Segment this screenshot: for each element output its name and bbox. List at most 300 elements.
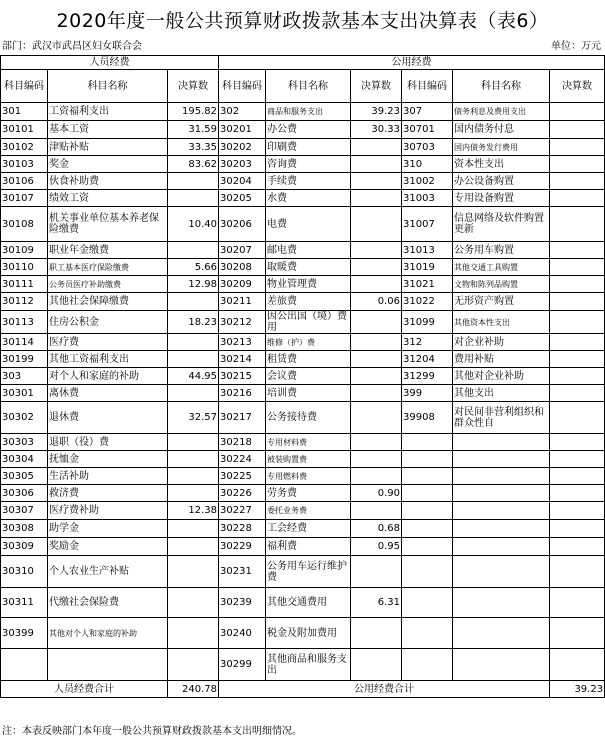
amount-cell bbox=[168, 293, 219, 311]
code-cell: 39908 bbox=[402, 402, 453, 434]
table-row bbox=[1, 276, 605, 293]
amount-cell bbox=[351, 139, 402, 156]
name-cell: 绩效工资 bbox=[48, 190, 168, 207]
code-cell: 30211 bbox=[219, 293, 266, 311]
name-cell bbox=[453, 649, 550, 681]
code-cell: 30227 bbox=[219, 502, 266, 520]
amount-cell bbox=[550, 351, 605, 368]
column-header-row bbox=[1, 70, 605, 103]
name-cell bbox=[453, 502, 550, 520]
code-cell: 31299 bbox=[402, 368, 453, 385]
table-row bbox=[1, 190, 605, 207]
amount-cell bbox=[550, 103, 605, 121]
name-cell: 对民间非营利组织和群众性自 bbox=[453, 402, 550, 434]
amount-cell bbox=[351, 242, 402, 259]
name-cell: 因公出国（境）费用 bbox=[266, 311, 351, 334]
name-cell: 退职（役）费 bbox=[48, 434, 168, 451]
code-cell: 30306 bbox=[1, 485, 48, 502]
code-cell: 30110 bbox=[1, 259, 48, 276]
code-cell: 30206 bbox=[219, 207, 266, 242]
amount-cell bbox=[351, 190, 402, 207]
amount-cell bbox=[168, 520, 219, 538]
table-row bbox=[1, 368, 605, 385]
amount-cell bbox=[550, 156, 605, 173]
amount-cell bbox=[550, 242, 605, 259]
code-cell: 30311 bbox=[1, 588, 48, 618]
department-label: 部门：武汉市武昌区妇女联合会 bbox=[2, 41, 142, 52]
table-row bbox=[1, 468, 605, 485]
amount-cell bbox=[351, 618, 402, 649]
amount-cell bbox=[168, 618, 219, 649]
amount-cell: 5.66 bbox=[168, 259, 219, 276]
name-cell: 救济费 bbox=[48, 485, 168, 502]
amount-cell bbox=[550, 556, 605, 588]
code-cell: 30199 bbox=[1, 351, 48, 368]
col-header-name-1: 科目名称 bbox=[48, 70, 168, 103]
code-cell bbox=[402, 485, 453, 502]
code-cell: 30218 bbox=[219, 434, 266, 451]
public-total-label: 公用经费合计 bbox=[219, 681, 550, 698]
name-cell: 取暖费 bbox=[266, 259, 351, 276]
name-cell: 机关事业单位基本养老保险缴费 bbox=[48, 207, 168, 242]
code-cell: 31007 bbox=[402, 207, 453, 242]
code-cell bbox=[402, 468, 453, 485]
name-cell: 代缴社会保险费 bbox=[48, 588, 168, 618]
code-cell: 399 bbox=[402, 385, 453, 402]
col-header-amount-3: 决算数 bbox=[550, 70, 605, 103]
amount-cell bbox=[168, 242, 219, 259]
name-cell: 基本工资 bbox=[48, 121, 168, 139]
code-cell: 30208 bbox=[219, 259, 266, 276]
amount-cell bbox=[550, 207, 605, 242]
name-cell: 公务接待费 bbox=[266, 402, 351, 434]
name-cell: 劳务费 bbox=[266, 485, 351, 502]
amount-cell: 32.57 bbox=[168, 402, 219, 434]
code-cell: 30217 bbox=[219, 402, 266, 434]
name-cell bbox=[453, 556, 550, 588]
name-cell: 其他对个人和家庭的补助 bbox=[48, 618, 168, 649]
amount-cell bbox=[351, 434, 402, 451]
amount-cell bbox=[550, 259, 605, 276]
code-cell: 30112 bbox=[1, 293, 48, 311]
table-row bbox=[1, 485, 605, 502]
table-row bbox=[1, 139, 605, 156]
name-cell: 税金及附加费用 bbox=[266, 618, 351, 649]
amount-cell bbox=[351, 334, 402, 351]
name-cell: 专用燃料费 bbox=[266, 468, 351, 485]
name-cell: 委托业务费 bbox=[266, 502, 351, 520]
amount-cell bbox=[168, 451, 219, 468]
name-cell bbox=[453, 485, 550, 502]
name-cell bbox=[453, 618, 550, 649]
amount-cell bbox=[550, 538, 605, 556]
amount-cell bbox=[550, 434, 605, 451]
name-cell: 印刷费 bbox=[266, 139, 351, 156]
code-cell: 30114 bbox=[1, 334, 48, 351]
name-cell bbox=[453, 434, 550, 451]
name-cell: 专用材料费 bbox=[266, 434, 351, 451]
code-cell: 31019 bbox=[402, 259, 453, 276]
amount-cell: 30.33 bbox=[351, 121, 402, 139]
code-cell: 30229 bbox=[219, 538, 266, 556]
code-cell: 30216 bbox=[219, 385, 266, 402]
name-cell: 福利费 bbox=[266, 538, 351, 556]
name-cell: 其他交通费用 bbox=[266, 588, 351, 618]
name-cell: 抚恤金 bbox=[48, 451, 168, 468]
code-cell: 30224 bbox=[219, 451, 266, 468]
amount-cell: 0.06 bbox=[351, 293, 402, 311]
name-cell: 离休费 bbox=[48, 385, 168, 402]
amount-cell: 195.82 bbox=[168, 103, 219, 121]
table-row bbox=[1, 588, 605, 618]
name-cell: 职业年金缴费 bbox=[48, 242, 168, 259]
code-cell bbox=[402, 556, 453, 588]
public-total-value: 39.23 bbox=[550, 681, 605, 698]
code-cell: 30106 bbox=[1, 173, 48, 190]
code-cell: 303 bbox=[1, 368, 48, 385]
name-cell: 医疗费补助 bbox=[48, 502, 168, 520]
code-cell: 30240 bbox=[219, 618, 266, 649]
name-cell bbox=[453, 468, 550, 485]
personnel-total-value: 240.78 bbox=[168, 681, 219, 698]
name-cell: 其他社会保障缴费 bbox=[48, 293, 168, 311]
name-cell: 其他支出 bbox=[453, 385, 550, 402]
code-cell: 30209 bbox=[219, 276, 266, 293]
name-cell: 公务用车购置 bbox=[453, 242, 550, 259]
code-cell: 30204 bbox=[219, 173, 266, 190]
amount-cell: 12.38 bbox=[168, 502, 219, 520]
amount-cell bbox=[550, 385, 605, 402]
name-cell bbox=[453, 538, 550, 556]
table-row bbox=[1, 649, 605, 681]
code-cell bbox=[402, 434, 453, 451]
code-cell: 31204 bbox=[402, 351, 453, 368]
code-cell: 30703 bbox=[402, 139, 453, 156]
amount-cell bbox=[550, 468, 605, 485]
code-cell: 310 bbox=[402, 156, 453, 173]
name-cell: 对个人和家庭的补助 bbox=[48, 368, 168, 385]
table-row bbox=[1, 207, 605, 242]
code-cell: 30308 bbox=[1, 520, 48, 538]
table-row bbox=[1, 618, 605, 649]
code-cell: 30299 bbox=[219, 649, 266, 681]
table-row bbox=[1, 556, 605, 588]
amount-cell bbox=[168, 385, 219, 402]
name-cell: 邮电费 bbox=[266, 242, 351, 259]
amount-cell bbox=[550, 276, 605, 293]
name-cell: 水费 bbox=[266, 190, 351, 207]
code-cell bbox=[402, 451, 453, 468]
amount-cell bbox=[550, 368, 605, 385]
amount-cell bbox=[550, 173, 605, 190]
amount-cell bbox=[168, 190, 219, 207]
name-cell: 债务利息及费用支出 bbox=[453, 103, 550, 121]
code-cell: 30239 bbox=[219, 588, 266, 618]
code-cell: 31022 bbox=[402, 293, 453, 311]
table-row bbox=[1, 538, 605, 556]
amount-cell bbox=[351, 468, 402, 485]
code-cell: 30226 bbox=[219, 485, 266, 502]
amount-cell bbox=[351, 311, 402, 334]
code-cell: 30309 bbox=[1, 538, 48, 556]
table-row bbox=[1, 334, 605, 351]
amount-cell bbox=[550, 520, 605, 538]
code-cell: 30108 bbox=[1, 207, 48, 242]
amount-cell bbox=[351, 259, 402, 276]
totals-row bbox=[1, 681, 605, 698]
code-cell: 30310 bbox=[1, 556, 48, 588]
code-cell: 31003 bbox=[402, 190, 453, 207]
name-cell: 退休费 bbox=[48, 402, 168, 434]
code-cell: 30228 bbox=[219, 520, 266, 538]
amount-cell bbox=[168, 588, 219, 618]
table-row bbox=[1, 502, 605, 520]
amount-cell bbox=[550, 451, 605, 468]
code-cell bbox=[402, 649, 453, 681]
amount-cell: 83.62 bbox=[168, 156, 219, 173]
table-row bbox=[1, 156, 605, 173]
name-cell: 伙食补助费 bbox=[48, 173, 168, 190]
col-header-name-3: 科目名称 bbox=[453, 70, 550, 103]
amount-cell bbox=[168, 351, 219, 368]
col-header-amount-1: 决算数 bbox=[168, 70, 219, 103]
amount-cell bbox=[550, 618, 605, 649]
amount-cell: 0.90 bbox=[351, 485, 402, 502]
amount-cell: 44.95 bbox=[168, 368, 219, 385]
amount-cell bbox=[550, 121, 605, 139]
code-cell bbox=[402, 520, 453, 538]
amount-cell: 10.40 bbox=[168, 207, 219, 242]
code-cell: 30109 bbox=[1, 242, 48, 259]
amount-cell bbox=[550, 293, 605, 311]
code-cell: 31002 bbox=[402, 173, 453, 190]
amount-cell: 0.95 bbox=[351, 538, 402, 556]
name-cell: 其他资本性支出 bbox=[453, 311, 550, 334]
personnel-section-header: 人员经费 bbox=[1, 56, 219, 70]
name-cell: 其他对企业补助 bbox=[453, 368, 550, 385]
amount-cell bbox=[550, 402, 605, 434]
name-cell bbox=[453, 520, 550, 538]
table-row bbox=[1, 451, 605, 468]
col-header-code-3: 科目编码 bbox=[402, 70, 453, 103]
name-cell: 住房公积金 bbox=[48, 311, 168, 334]
col-header-code-2: 科目编码 bbox=[219, 70, 266, 103]
code-cell: 30111 bbox=[1, 276, 48, 293]
name-cell: 工会经费 bbox=[266, 520, 351, 538]
name-cell: 生活补助 bbox=[48, 468, 168, 485]
amount-cell: 31.59 bbox=[168, 121, 219, 139]
amount-cell: 0.68 bbox=[351, 520, 402, 538]
code-cell bbox=[1, 649, 48, 681]
footnote: 注：本表反映部门本年度一般公共预算财政拨款基本支出明细情况。 bbox=[2, 726, 302, 737]
amount-cell bbox=[168, 173, 219, 190]
code-cell: 30202 bbox=[219, 139, 266, 156]
name-cell: 奖励金 bbox=[48, 538, 168, 556]
code-cell: 30212 bbox=[219, 311, 266, 334]
code-cell: 30701 bbox=[402, 121, 453, 139]
expenditure-table bbox=[0, 55, 605, 698]
code-cell: 30307 bbox=[1, 502, 48, 520]
name-cell: 差旅费 bbox=[266, 293, 351, 311]
name-cell: 助学金 bbox=[48, 520, 168, 538]
name-cell: 个人农业生产补贴 bbox=[48, 556, 168, 588]
amount-cell bbox=[550, 139, 605, 156]
table-row bbox=[1, 351, 605, 368]
name-cell bbox=[453, 451, 550, 468]
amount-cell bbox=[351, 502, 402, 520]
code-cell bbox=[402, 502, 453, 520]
table-row bbox=[1, 311, 605, 334]
table-row bbox=[1, 385, 605, 402]
code-cell: 30231 bbox=[219, 556, 266, 588]
name-cell: 资本性支出 bbox=[453, 156, 550, 173]
code-cell: 30305 bbox=[1, 468, 48, 485]
amount-cell bbox=[351, 173, 402, 190]
amount-cell bbox=[168, 556, 219, 588]
amount-cell bbox=[550, 588, 605, 618]
col-header-code-1: 科目编码 bbox=[1, 70, 48, 103]
code-cell: 30101 bbox=[1, 121, 48, 139]
page-title: 2020年度一般公共预算财政拨款基本支出决算表（表6） bbox=[56, 10, 549, 32]
amount-cell bbox=[168, 485, 219, 502]
name-cell: 租赁费 bbox=[266, 351, 351, 368]
code-cell: 31021 bbox=[402, 276, 453, 293]
name-cell: 咨询费 bbox=[266, 156, 351, 173]
amount-cell bbox=[168, 538, 219, 556]
name-cell: 办公设备购置 bbox=[453, 173, 550, 190]
code-cell: 30113 bbox=[1, 311, 48, 334]
name-cell: 国内债务付息 bbox=[453, 121, 550, 139]
name-cell: 信息网络及软件购置更新 bbox=[453, 207, 550, 242]
table-row bbox=[1, 121, 605, 139]
code-cell: 30213 bbox=[219, 334, 266, 351]
amount-cell bbox=[550, 334, 605, 351]
section-header-row bbox=[1, 56, 605, 70]
name-cell: 费用补贴 bbox=[453, 351, 550, 368]
code-cell bbox=[402, 588, 453, 618]
name-cell: 职工基本医疗保险缴费 bbox=[48, 259, 168, 276]
name-cell: 被装购置费 bbox=[266, 451, 351, 468]
amount-cell bbox=[168, 334, 219, 351]
name-cell: 奖金 bbox=[48, 156, 168, 173]
amount-cell bbox=[351, 556, 402, 588]
table-row bbox=[1, 173, 605, 190]
amount-cell: 18.23 bbox=[168, 311, 219, 334]
name-cell: 对企业补助 bbox=[453, 334, 550, 351]
name-cell: 其他工资福利支出 bbox=[48, 351, 168, 368]
code-cell: 30205 bbox=[219, 190, 266, 207]
code-cell: 30214 bbox=[219, 351, 266, 368]
code-cell: 30303 bbox=[1, 434, 48, 451]
name-cell: 其他交通工具购置 bbox=[453, 259, 550, 276]
amount-cell bbox=[351, 351, 402, 368]
name-cell: 国内债务发行费用 bbox=[453, 139, 550, 156]
personnel-total-label: 人员经费合计 bbox=[1, 681, 168, 698]
code-cell: 307 bbox=[402, 103, 453, 121]
amount-cell bbox=[550, 485, 605, 502]
code-cell bbox=[402, 618, 453, 649]
code-cell: 302 bbox=[219, 103, 266, 121]
table-row bbox=[1, 293, 605, 311]
name-cell: 会议费 bbox=[266, 368, 351, 385]
name-cell: 办公费 bbox=[266, 121, 351, 139]
name-cell: 商品和服务支出 bbox=[266, 103, 351, 121]
amount-cell bbox=[351, 649, 402, 681]
code-cell: 30103 bbox=[1, 156, 48, 173]
name-cell: 文物和陈列品购置 bbox=[453, 276, 550, 293]
amount-cell: 12.98 bbox=[168, 276, 219, 293]
table-row bbox=[1, 103, 605, 121]
code-cell: 30207 bbox=[219, 242, 266, 259]
name-cell: 专用设备购置 bbox=[453, 190, 550, 207]
col-header-name-2: 科目名称 bbox=[266, 70, 351, 103]
code-cell: 30304 bbox=[1, 451, 48, 468]
amount-cell bbox=[550, 190, 605, 207]
name-cell: 公务用车运行维护费 bbox=[266, 556, 351, 588]
code-cell: 30215 bbox=[219, 368, 266, 385]
amount-cell bbox=[351, 156, 402, 173]
table-row bbox=[1, 520, 605, 538]
amount-cell: 6.31 bbox=[351, 588, 402, 618]
code-cell: 30301 bbox=[1, 385, 48, 402]
public-section-header: 公用经费 bbox=[219, 56, 605, 70]
amount-cell bbox=[168, 468, 219, 485]
code-cell: 312 bbox=[402, 334, 453, 351]
table-row bbox=[1, 402, 605, 434]
code-cell: 301 bbox=[1, 103, 48, 121]
code-cell: 30225 bbox=[219, 468, 266, 485]
name-cell: 培训费 bbox=[266, 385, 351, 402]
amount-cell bbox=[168, 649, 219, 681]
code-cell: 30399 bbox=[1, 618, 48, 649]
code-cell: 30203 bbox=[219, 156, 266, 173]
name-cell: 物业管理费 bbox=[266, 276, 351, 293]
name-cell bbox=[48, 649, 168, 681]
code-cell: 30107 bbox=[1, 190, 48, 207]
amount-cell bbox=[550, 311, 605, 334]
name-cell: 其他商品和服务支出 bbox=[266, 649, 351, 681]
name-cell bbox=[453, 588, 550, 618]
unit-label: 单位：万元 bbox=[551, 41, 601, 52]
name-cell: 医疗费 bbox=[48, 334, 168, 351]
table-row bbox=[1, 259, 605, 276]
amount-cell bbox=[351, 207, 402, 242]
col-header-amount-2: 决算数 bbox=[351, 70, 402, 103]
name-cell: 公务员医疗补助缴费 bbox=[48, 276, 168, 293]
amount-cell bbox=[351, 451, 402, 468]
table-row bbox=[1, 242, 605, 259]
code-cell: 30102 bbox=[1, 139, 48, 156]
amount-cell bbox=[351, 402, 402, 434]
name-cell: 手续费 bbox=[266, 173, 351, 190]
name-cell: 工资福利支出 bbox=[48, 103, 168, 121]
amount-cell bbox=[168, 434, 219, 451]
amount-cell bbox=[351, 368, 402, 385]
amount-cell bbox=[550, 649, 605, 681]
amount-cell bbox=[351, 276, 402, 293]
name-cell: 维修（护）费 bbox=[266, 334, 351, 351]
name-cell: 无形资产购置 bbox=[453, 293, 550, 311]
amount-cell bbox=[351, 385, 402, 402]
amount-cell bbox=[550, 502, 605, 520]
code-cell: 30302 bbox=[1, 402, 48, 434]
code-cell: 31013 bbox=[402, 242, 453, 259]
table-row bbox=[1, 434, 605, 451]
amount-cell: 33.35 bbox=[168, 139, 219, 156]
amount-cell: 39.23 bbox=[351, 103, 402, 121]
code-cell: 30201 bbox=[219, 121, 266, 139]
code-cell: 31099 bbox=[402, 311, 453, 334]
